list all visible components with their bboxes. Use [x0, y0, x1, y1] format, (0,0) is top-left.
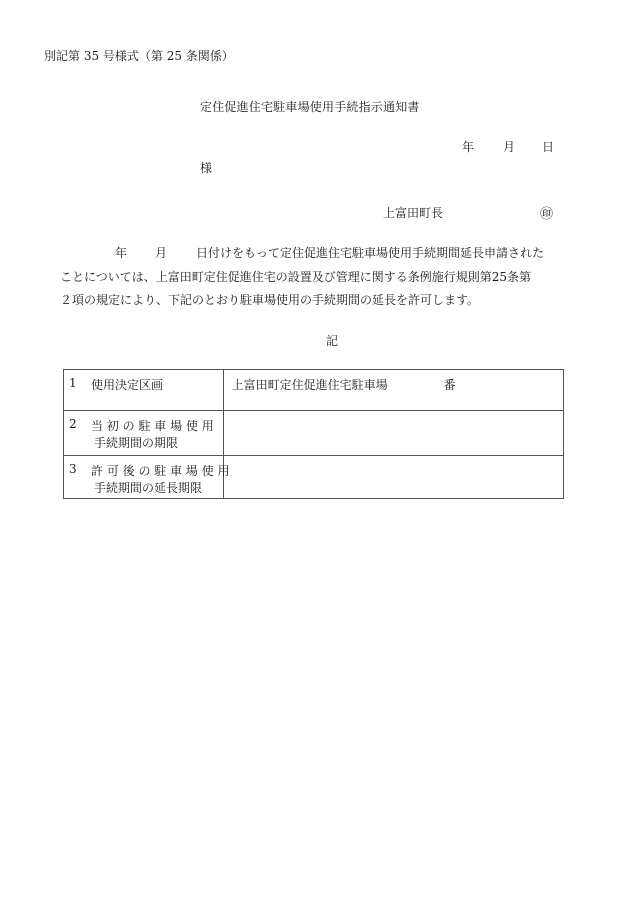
row-label: 許 可 後 の 駐 車 場 使 用	[91, 464, 230, 478]
detail-table	[63, 369, 564, 499]
row-number: 1	[69, 376, 77, 390]
table-label-cell	[64, 411, 224, 456]
form-number-label: 別記第 35 号様式（第 25 条関係）	[44, 49, 234, 63]
body-line-2: ことについては、上富田町定住促進住宅の設置及び管理に関する条例施行規則第25条第	[60, 270, 532, 284]
row-number: 3	[69, 462, 77, 476]
row-label: 使用決定区画	[91, 378, 164, 392]
addressee-suffix: 様	[200, 161, 213, 175]
table-label-cell	[64, 456, 230, 499]
document-title: 定住促進住宅駐車場使用手続指示通知書	[200, 100, 420, 114]
table-row	[64, 370, 564, 411]
body-line-1-text: 日付けをもって定住促進住宅駐車場使用手続期間延長申請された	[196, 246, 545, 260]
table-value-cell	[223, 370, 563, 411]
row-value: 上富田町定住促進住宅駐車場	[231, 378, 388, 392]
issuer-name: 上富田町長	[383, 206, 444, 220]
table-row	[64, 411, 564, 456]
table-value-cell	[223, 456, 563, 499]
date-year-label: 年	[462, 140, 475, 154]
table-value-cell	[223, 411, 563, 456]
seal-mark: ㊞	[540, 207, 554, 222]
row-label: 当 初 の 駐 車 場 使 用	[91, 419, 214, 433]
body-year-label: 年	[115, 246, 128, 260]
row-value-suffix: 番	[443, 378, 456, 392]
date-month-label: 月	[503, 140, 516, 154]
table-row	[64, 456, 564, 499]
row-number: 2	[69, 417, 77, 431]
body-line-3: ２項の規定により、下記のとおり駐車場使用の手続期間の延長を許可します。	[60, 293, 480, 307]
ki-heading: 記	[326, 334, 339, 348]
table-label-cell	[64, 370, 224, 411]
date-day-label: 日	[542, 140, 555, 154]
row-label-line-2: 手続期間の期限	[94, 436, 179, 450]
row-label-line-2: 手続期間の延長期限	[94, 481, 203, 495]
body-month-label: 月	[155, 246, 168, 260]
